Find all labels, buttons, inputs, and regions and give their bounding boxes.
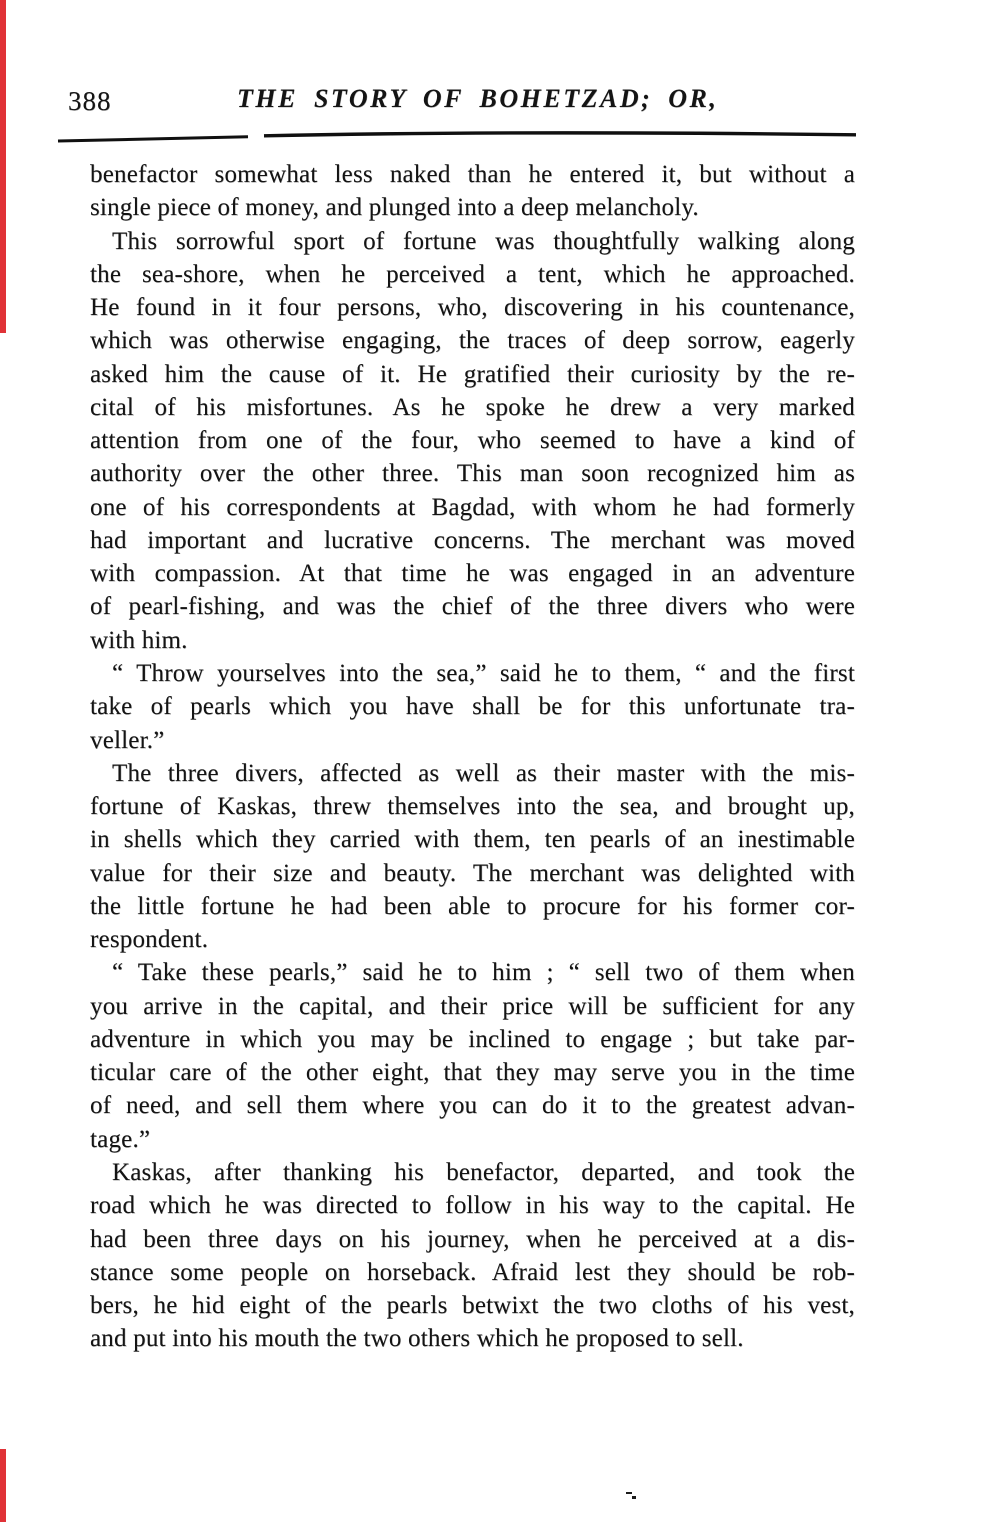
text-column: [90, 158, 855, 1356]
text-line: veller.”: [90, 726, 165, 754]
text-line: bers, he hid eight of the pearls betwixt the two cloths of his vest,: [90, 1292, 855, 1320]
text-line: adventure in which you may be inclined to engage ; but take par-: [90, 1025, 855, 1053]
paragraph: [90, 225, 855, 657]
text-line: one of his correspondents at Bagdad, with whom he had formerly: [90, 493, 855, 521]
text-line: and put into his mouth the two others which he proposed to sell.: [90, 1325, 744, 1353]
text-line: fortune of Kaskas, threw themselves into the sea, and brought up,: [90, 793, 855, 821]
text-line: asked him the cause of it. He gratified their curiosity by the re-: [90, 360, 855, 388]
text-line: you arrive in the capital, and their price will be sufficient for any: [90, 992, 855, 1020]
text-line: of pearl-fishing, and was the chief of the three divers who were: [90, 593, 855, 621]
scan-edge-mark-bottom: [0, 1449, 6, 1522]
text-line: respondent.: [90, 926, 209, 954]
text-line: The three divers, affected as well as their master with the mis-: [112, 759, 855, 787]
paragraph: [90, 956, 855, 1156]
text-line: with him.: [90, 626, 188, 654]
text-line: with compassion. At that time he was engaged in an adventure: [90, 560, 855, 588]
text-line: stance some people on horseback. Afraid lest they should be rob-: [90, 1258, 855, 1286]
page-header-title: THE STORY OF BOHETZAD; OR,: [237, 84, 719, 113]
paragraph: [90, 1156, 855, 1356]
text-line: had been three days on his journey, when he perceived at a dis-: [90, 1225, 855, 1253]
text-line: This sorrowful sport of fortune was thoughtfully walking along: [112, 227, 855, 255]
text-line: take of pearls which you have shall be for this unfortunate tra-: [90, 693, 855, 721]
text-line: “ Throw yourselves into the sea,” said he to them, “ and the first: [112, 659, 855, 687]
text-line: ticular care of the other eight, that they may serve you in the time: [90, 1059, 855, 1087]
running-head: [0, 84, 1000, 124]
page-number: 388: [68, 86, 112, 116]
text-line: authority over the other three. This man soon recognized him as: [90, 460, 855, 488]
text-line: had important and lucrative concerns. The merchant was moved: [90, 526, 855, 554]
text-line: road which he was directed to follow in his way to the capital. He: [90, 1192, 855, 1220]
text-line: He found in it four persons, who, discovering in his countenance,: [90, 294, 855, 322]
text-line: which was otherwise engaging, the traces of deep sorrow, eagerly: [90, 327, 855, 355]
text-line: value for their size and beauty. The merchant was delighted with: [90, 859, 855, 887]
text-line: Kaskas, after thanking his benefactor, departed, and took the: [112, 1158, 855, 1186]
text-line: cital of his misfortunes. As he spoke he drew a very marked: [90, 393, 855, 421]
text-line: benefactor somewhat less naked than he entered it, but without a: [90, 161, 855, 188]
text-line: tage.”: [90, 1125, 151, 1153]
paragraph: [90, 657, 855, 757]
text-line: the little fortune he had been able to procure for his former cor-: [90, 892, 855, 920]
paragraph: [90, 158, 855, 225]
scan-edge-mark-top: [0, 0, 6, 333]
text-line: in shells which they carried with them, ten pearls of an inestimable: [90, 826, 855, 854]
header-rule: [52, 126, 862, 144]
text-line: “ Take these pearls,” said he to him ; “ sell two of them when: [112, 959, 855, 987]
ink-speck: [632, 1496, 636, 1499]
paragraph: [90, 757, 855, 957]
text-line: attention from one of the four, who seemed to have a kind of: [90, 427, 855, 455]
text-line: of need, and sell them where you can do it to the greatest advan-: [90, 1092, 855, 1120]
ink-speck: [626, 1492, 632, 1494]
text-line: single piece of money, and plunged into a deep melancholy.: [90, 194, 699, 222]
text-line: the sea-shore, when he perceived a tent, which he approached.: [90, 260, 855, 288]
